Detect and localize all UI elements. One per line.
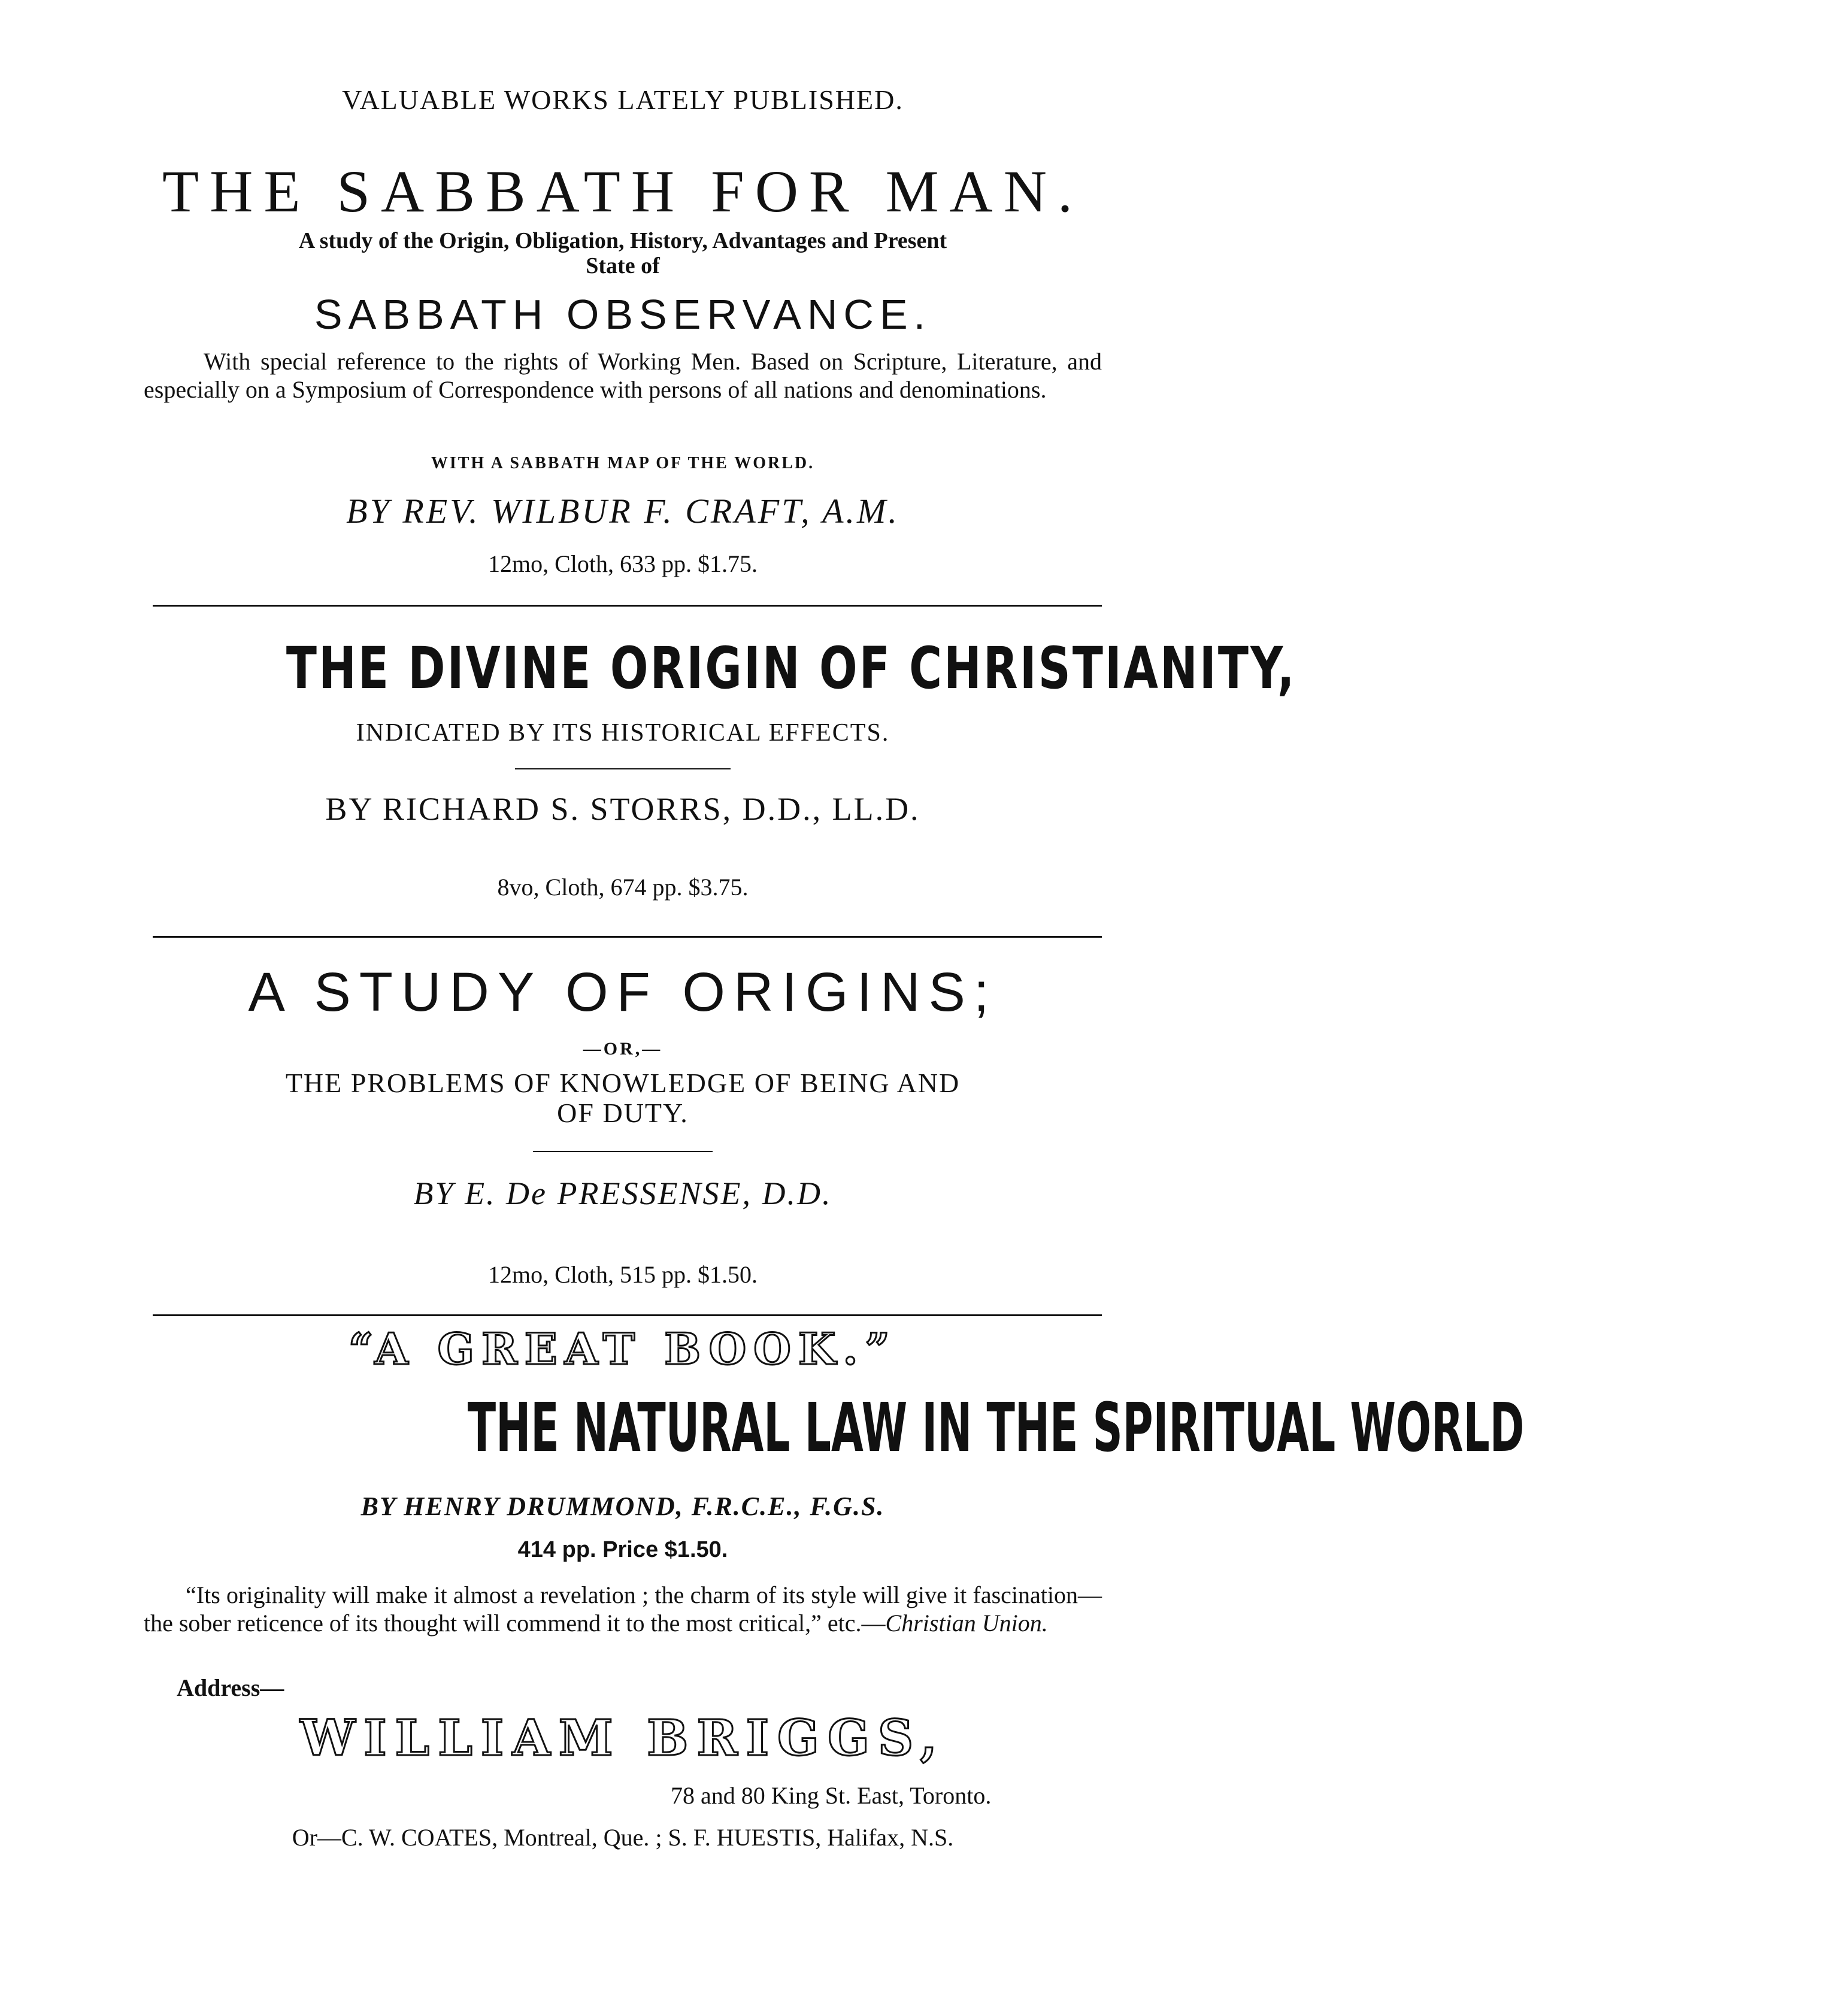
book-1-title: THE SABBATH FOR MAN. xyxy=(162,158,1083,225)
book-1-note: WITH A SABBATH MAP OF THE WORLD. xyxy=(431,454,815,472)
book-2-title-wrap xyxy=(144,635,1296,702)
divider xyxy=(153,936,1102,938)
book-4-title: THE NATURAL LAW IN THE SPIRITUAL WORLD xyxy=(467,1389,1525,1467)
book-1-subtitle-line2: State of xyxy=(586,253,660,278)
book-1-subtitle-line1: A study of the Origin, Obligation, History, Advantages and Present xyxy=(298,228,947,253)
address-label: Address— xyxy=(177,1674,284,1701)
book-4-details: 414 pp. Price $1.50. xyxy=(517,1537,728,1562)
book-3-or: —OR,— xyxy=(583,1039,663,1059)
book-2-title: THE DIVINE ORIGIN OF CHRISTIANITY, xyxy=(286,635,1296,702)
book-4-quote-source: Christian Union. xyxy=(885,1610,1048,1637)
book-4-tagline: “A GREAT BOOK.” xyxy=(349,1323,897,1374)
book-4-quote xyxy=(144,1581,1102,1637)
book-3-subtitle-line1: THE PROBLEMS OF KNOWLEDGE OF BEING AND xyxy=(285,1068,961,1098)
book-2-details: 8vo, Cloth, 674 pp. $3.75. xyxy=(497,874,749,901)
book-1-description: With special reference to the rights of Working Men. Based on Scripture, Literature, and especially on a Symposium of Correspondence with persons of all nations and denominations. xyxy=(144,348,1102,403)
divider xyxy=(533,1151,713,1152)
book-2-subtitle: INDICATED BY ITS HISTORICAL EFFECTS. xyxy=(356,719,890,747)
alternate-agents: Or—C. W. COATES, Montreal, Que. ; S. F. HUESTIS, Halifax, N.S. xyxy=(292,1824,954,1851)
book-3-title: A STUDY OF ORIGINS; xyxy=(248,962,998,1023)
book-2-author: BY RICHARD S. STORRS, D.D., LL.D. xyxy=(325,791,920,827)
book-1-subject: SABBATH OBSERVANCE. xyxy=(314,291,932,338)
book-1-author: BY REV. WILBUR F. CRAFT, A.M. xyxy=(346,492,899,531)
publisher-address: 78 and 80 King St. East, Toronto. xyxy=(671,1782,992,1809)
book-3-subtitle-line2: OF DUTY. xyxy=(557,1098,689,1128)
book-3-details: 12mo, Cloth, 515 pp. $1.50. xyxy=(487,1261,758,1288)
book-1-details: 12mo, Cloth, 633 pp. $1.75. xyxy=(487,550,758,577)
book-4-title-wrap xyxy=(144,1389,1525,1467)
page-header: VALUABLE WORKS LATELY PUBLISHED. xyxy=(342,84,904,115)
divider xyxy=(153,1314,1102,1316)
divider xyxy=(153,605,1102,607)
book-4-quote-text: “Its originality will make it almost a revelation ; the charm of its style will give it fascination—the sober reticence of its thought will commend it to the most critical,” etc.— xyxy=(144,1581,1102,1637)
book-3-author: BY E. De PRESSENSE, D.D. xyxy=(413,1175,832,1211)
book-4-author: BY HENRY DRUMMOND, F.R.C.E., F.G.S. xyxy=(360,1492,885,1521)
publisher-name: WILLIAM BRIGGS, xyxy=(300,1710,946,1767)
divider xyxy=(515,768,731,769)
